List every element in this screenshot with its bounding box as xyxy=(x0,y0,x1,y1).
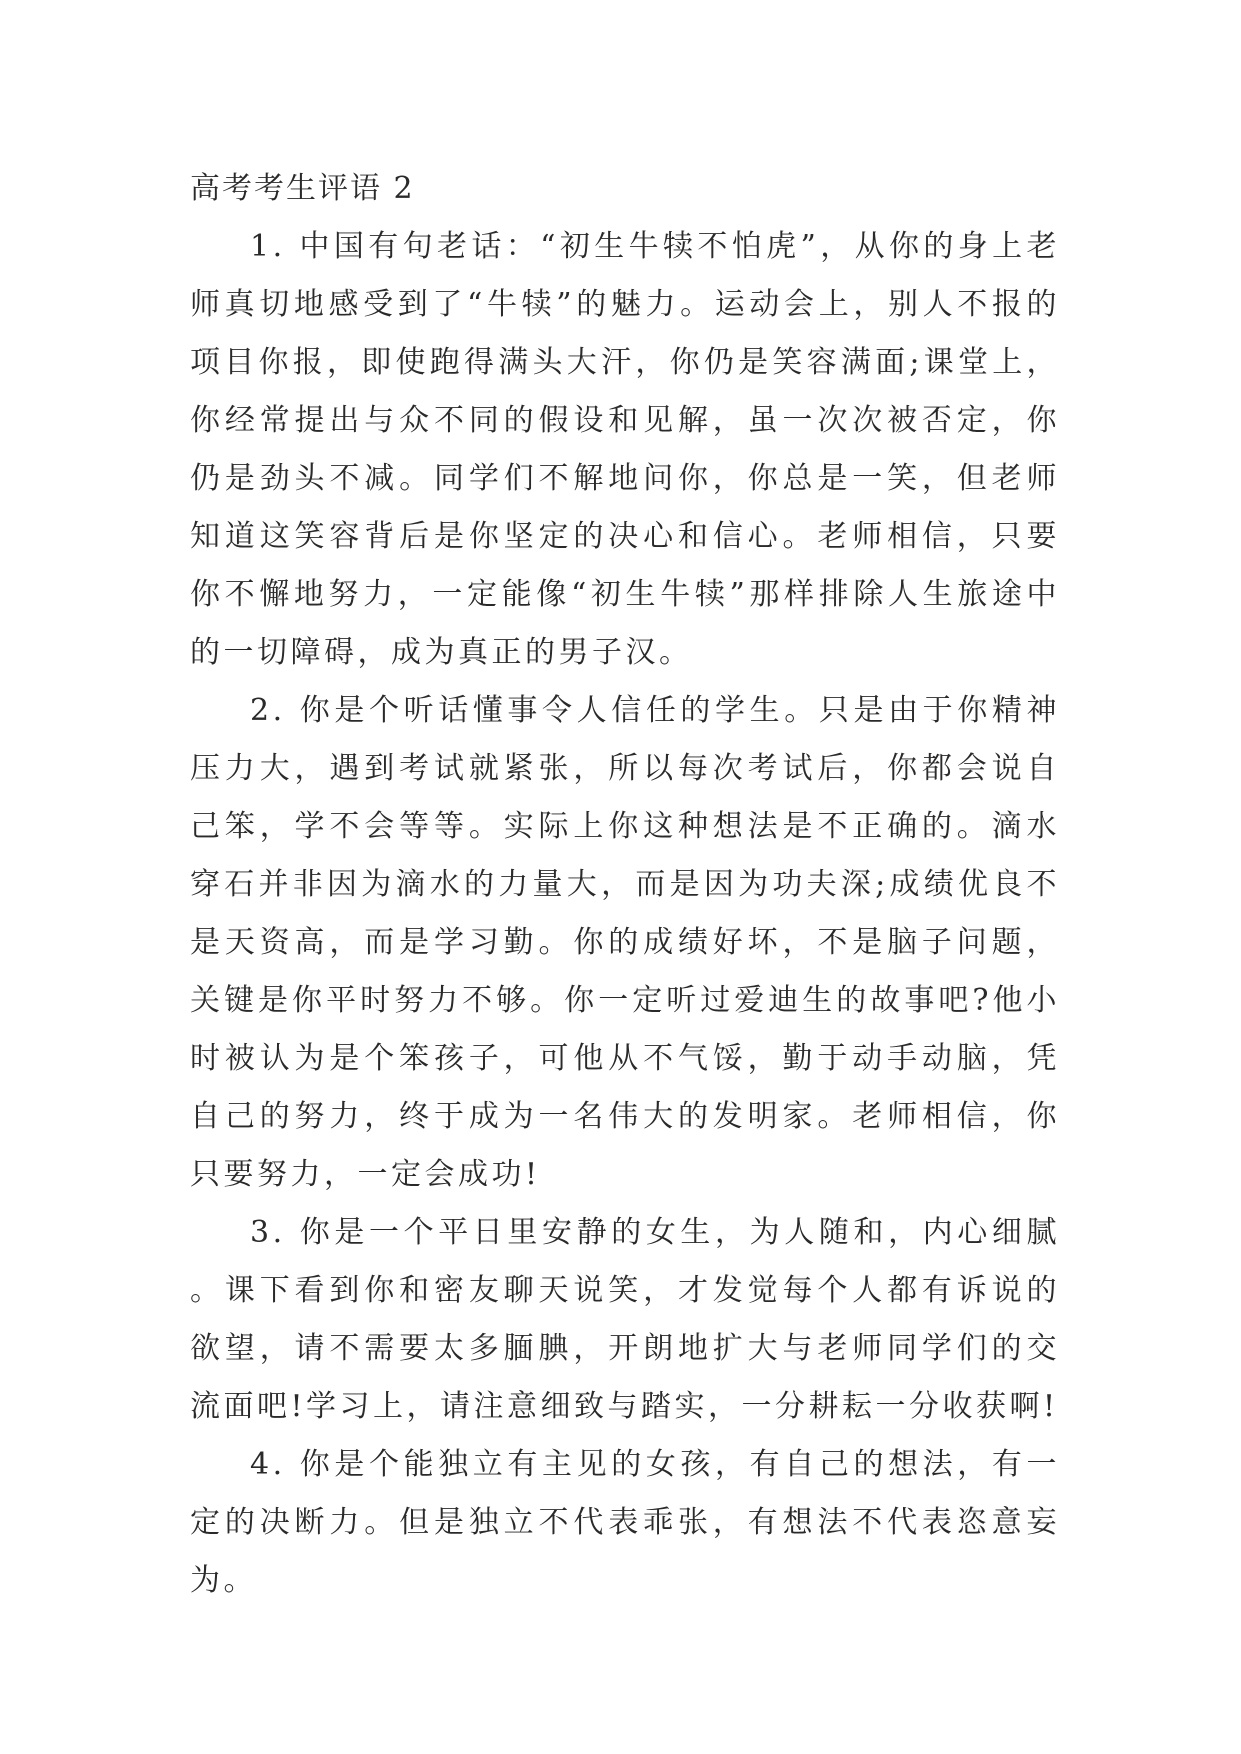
comment-paragraph-1: 1. 中国有句老话：“初生牛犊不怕虎”，从你的身上老师真切地感受到了“牛犊”的魅力。运动会上，别人不报的项目你报，即使跑得满头大汗，你仍是笑容满面;课堂上，你经常提出与众不同的假设和见解，虽一次次被否定，你仍是劲头不减。同学们不解地问你，你总是一笑，但老师知道这笑容背后是你坚定的决心和信心。老师相信，只要你不懈地努力，一定能像“初生牛犊”那样排除人生旅途中的一切障碍，成为真正的男子汉。 xyxy=(190,229,1060,670)
document-body xyxy=(190,160,1060,1610)
comment-paragraph-3: 3. 你是一个平日里安静的女生，为人随和，内心细腻。课下看到你和密友聊天说笑，才发觉每个人都有诉说的欲望，请不需要太多腼腆，开朗地扩大与老师同学们的交流面吧!学习上，请注意细致与踏实，一分耕耘一分收获啊! xyxy=(190,1215,1060,1424)
comment-paragraph-4: 4. 你是个能独立有主见的女孩，有自己的想法，有一定的决断力。但是独立不代表乖张，有想法不代表恣意妄为。 xyxy=(190,1447,1060,1598)
comment-paragraph-2: 2. 你是个听话懂事令人信任的学生。只是由于你精神压力大，遇到考试就紧张，所以每次考试后，你都会说自己笨，学不会等等。实际上你这种想法是不正确的。滴水穿石并非因为滴水的力量大，而是因为功夫深;成绩优良不是天资高，而是学习勤。你的成绩好坏，不是脑子问题，关键是你平时努力不够。你一定听过爱迪生的故事吧?他小时被认为是个笨孩子，可他从不气馁，勤于动手动脑，凭自己的努力，终于成为一名伟大的发明家。老师相信，你只要努力，一定会成功! xyxy=(190,693,1060,1192)
document-title: 高考考生评语 2 xyxy=(190,171,415,206)
